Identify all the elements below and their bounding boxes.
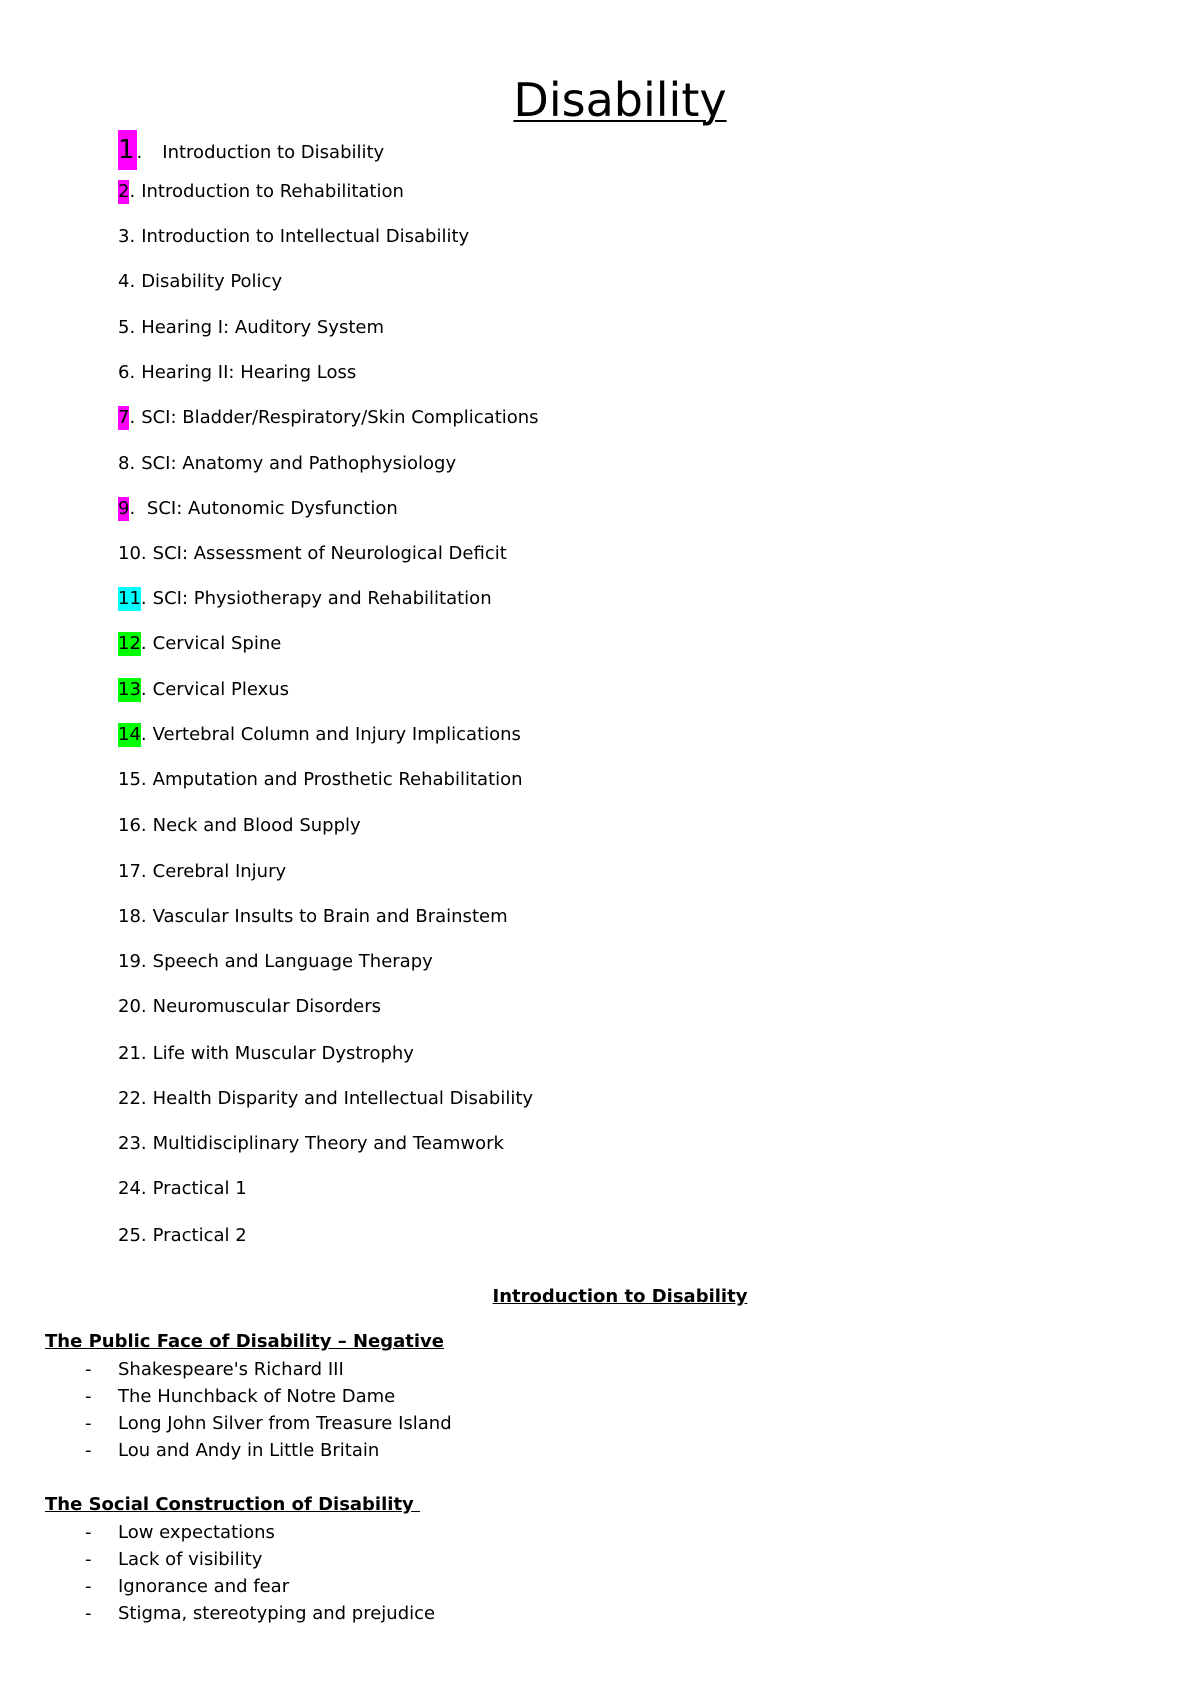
toc-item [118, 225, 469, 249]
bullet-dash: - [85, 1440, 92, 1461]
toc-item-separator: . [129, 453, 136, 474]
list-item-text: Lack of visibility [118, 1549, 263, 1570]
toc-item-number: 7 [118, 407, 130, 428]
toc-item [118, 452, 456, 476]
bullet-dash: - [85, 1522, 92, 1543]
list-item-text: Low expectations [118, 1522, 275, 1543]
toc-item-separator: . [140, 906, 147, 927]
toc-item [118, 1224, 247, 1248]
toc-item [118, 860, 286, 884]
toc-item-separator: . [129, 226, 136, 247]
subsection-heading: The Social Construction of Disability [45, 1494, 421, 1515]
toc-item-text: Introduction to Rehabilitation [141, 181, 404, 202]
toc-item-separator: . [140, 679, 147, 700]
bullet-dash: - [85, 1413, 92, 1434]
toc-item-number: 9 [118, 498, 130, 519]
toc-item-text: Vascular Insults to Brain and Brainstem [152, 906, 508, 927]
toc-item-text: Life with Muscular Dystrophy [152, 1043, 414, 1064]
toc-item-number: 12 [118, 633, 141, 654]
document-title: Disability [513, 73, 727, 127]
toc-item [118, 814, 361, 838]
toc-item-separator: . [136, 142, 143, 163]
toc-item-separator: . [140, 1133, 147, 1154]
list-item-text: The Hunchback of Notre Dame [118, 1386, 396, 1407]
toc-item-separator: . [140, 1225, 147, 1246]
toc-item-separator: . [140, 724, 147, 745]
toc-item-number: 15 [118, 769, 141, 790]
toc-item-number: 1 [118, 130, 137, 170]
toc-item-text: Practical 1 [152, 1178, 247, 1199]
list-item-text: Long John Silver from Treasure Island [118, 1413, 452, 1434]
bullet-dash: - [85, 1576, 92, 1597]
section-heading: Introduction to Disability [492, 1286, 748, 1307]
toc-item-number: 17 [118, 861, 141, 882]
toc-item [118, 180, 404, 204]
list-item [45, 1546, 435, 1573]
toc-item-number: 10 [118, 543, 141, 564]
list-item [45, 1383, 452, 1410]
toc-item [118, 1087, 533, 1111]
toc-item [118, 316, 384, 340]
toc-item-number: 5 [118, 317, 130, 338]
toc-item-separator: . [129, 498, 136, 519]
subsection-heading: The Public Face of Disability – Negative [45, 1331, 444, 1352]
toc-item-number: 13 [118, 679, 141, 700]
toc-item-number: 22 [118, 1088, 141, 1109]
toc-item-number: 25 [118, 1225, 141, 1246]
list-item-text: Ignorance and fear [118, 1576, 290, 1597]
toc-item-separator: . [140, 815, 147, 836]
toc-item-text: Hearing II: Hearing Loss [141, 362, 357, 383]
toc-item-text: SCI: Assessment of Neurological Deficit [152, 543, 507, 564]
bullet-dash: - [85, 1386, 92, 1407]
toc-item [118, 587, 492, 611]
toc-item [118, 361, 356, 385]
list-item-text: Lou and Andy in Little Britain [118, 1440, 380, 1461]
toc-item-separator: . [140, 543, 147, 564]
toc-item-number: 21 [118, 1043, 141, 1064]
toc-item-number: 14 [118, 724, 141, 745]
toc-item-number: 18 [118, 906, 141, 927]
toc-item [118, 406, 539, 430]
bullet-list [45, 1356, 452, 1464]
toc-item-number: 16 [118, 815, 141, 836]
toc-item [118, 950, 433, 974]
toc-item-text: Cervical Spine [152, 633, 282, 654]
bullet-dash: - [85, 1549, 92, 1570]
list-item [45, 1573, 435, 1600]
toc-item-separator: . [129, 407, 136, 428]
toc-item-text: Cerebral Injury [152, 861, 287, 882]
toc-item-separator: . [129, 317, 136, 338]
toc-item-text: SCI: Autonomic Dysfunction [141, 498, 398, 519]
toc-item-text: Cervical Plexus [152, 679, 290, 700]
toc-item-separator: . [140, 633, 147, 654]
toc-item-text: SCI: Bladder/Respiratory/Skin Complications [141, 407, 539, 428]
toc-item [118, 632, 281, 656]
toc-item-number: 11 [118, 588, 141, 609]
toc-item [118, 1042, 414, 1066]
toc-item-number: 6 [118, 362, 130, 383]
toc-item-number: 2 [118, 181, 130, 202]
toc-item [118, 130, 384, 170]
toc-item-separator: . [129, 271, 136, 292]
toc-item-separator: . [140, 951, 147, 972]
toc-item-text: Multidisciplinary Theory and Teamwork [152, 1133, 504, 1154]
toc-item [118, 497, 398, 521]
toc-item-separator: . [140, 1088, 147, 1109]
bullet-dash: - [85, 1603, 92, 1624]
toc-item-text: Introduction to Intellectual Disability [141, 226, 470, 247]
toc-item-separator: . [140, 1178, 147, 1199]
toc-item-number: 3 [118, 226, 130, 247]
toc-item-number: 19 [118, 951, 141, 972]
toc-item-number: 8 [118, 453, 130, 474]
toc-item-text: Neck and Blood Supply [152, 815, 361, 836]
bullet-list [45, 1519, 435, 1627]
toc-item-separator: . [140, 861, 147, 882]
list-item-text: Shakespeare's Richard III [118, 1359, 344, 1380]
bullet-dash: - [85, 1359, 92, 1380]
toc-item [118, 270, 282, 294]
toc-item [118, 905, 508, 929]
list-item [45, 1600, 435, 1627]
toc-item [118, 678, 289, 702]
toc-item [118, 1132, 504, 1156]
toc-item-number: 4 [118, 271, 130, 292]
list-item [45, 1410, 452, 1437]
toc-item-text: SCI: Anatomy and Pathophysiology [141, 453, 457, 474]
list-item [45, 1437, 452, 1464]
toc-item [118, 995, 381, 1019]
toc-item-number: 23 [118, 1133, 141, 1154]
toc-item-text: SCI: Physiotherapy and Rehabilitation [152, 588, 492, 609]
toc-item-text: Disability Policy [141, 271, 283, 292]
toc-item [118, 723, 521, 747]
list-item [45, 1519, 435, 1546]
toc-item-text: Amputation and Prosthetic Rehabilitation [152, 769, 523, 790]
toc-item-number: 20 [118, 996, 141, 1017]
toc-item-text: Practical 2 [152, 1225, 247, 1246]
toc-item-separator: . [140, 996, 147, 1017]
toc-item-text: Speech and Language Therapy [152, 951, 433, 972]
toc-item-separator: . [129, 181, 136, 202]
toc-item-separator: . [140, 588, 147, 609]
toc-item [118, 768, 523, 792]
toc-item-separator: . [129, 362, 136, 383]
toc-item [118, 1177, 247, 1201]
toc-item [118, 542, 507, 566]
toc-item-text: Health Disparity and Intellectual Disability [152, 1088, 534, 1109]
toc-item-separator: . [140, 769, 147, 790]
toc-item-number: 24 [118, 1178, 141, 1199]
list-item-text: Stigma, stereotyping and prejudice [118, 1603, 436, 1624]
toc-item-text: Neuromuscular Disorders [152, 996, 381, 1017]
toc-item-text: Vertebral Column and Injury Implications [152, 724, 521, 745]
toc-item-text: Introduction to Disability [162, 142, 385, 163]
toc-item-separator: . [140, 1043, 147, 1064]
list-item [45, 1356, 452, 1383]
toc-item-text: Hearing I: Auditory System [141, 317, 384, 338]
